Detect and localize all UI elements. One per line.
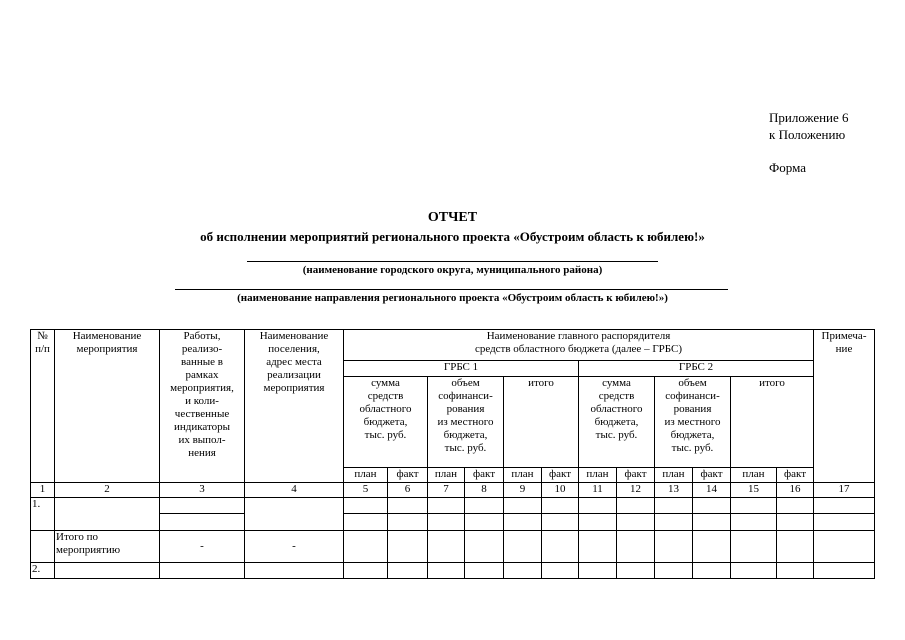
cell: [693, 563, 731, 579]
header-plan: план: [731, 468, 777, 483]
cell: [777, 563, 814, 579]
cell-works: [160, 514, 245, 531]
header-works: Работы, реализо- ванные в рамках мероприятия, и коли- чественные индикаторы их выпол- нения: [160, 330, 245, 483]
header-fact: факт: [542, 468, 579, 483]
column-number: 3: [160, 483, 245, 498]
cell: [388, 514, 428, 531]
cell: [465, 498, 504, 514]
cell: [542, 498, 579, 514]
header-grbs1: ГРБС 1: [344, 361, 579, 377]
cell-works: [160, 498, 245, 514]
header-grbs2: ГРБС 2: [579, 361, 814, 377]
appendix-line-2: к Положению: [769, 127, 846, 142]
column-number: 4: [245, 483, 344, 498]
cell: [388, 563, 428, 579]
cell: [693, 498, 731, 514]
cell: [777, 531, 814, 563]
header-fact: факт: [465, 468, 504, 483]
header-grbs: Наименование главного распорядителя средств областного бюджета (далее – ГРБС): [344, 330, 814, 361]
cell-note: [814, 514, 875, 531]
header-settlement: Наименование поселения, адрес места реализации мероприятия: [245, 330, 344, 483]
cell: [617, 531, 655, 563]
row-num: 1.: [31, 498, 55, 531]
cell-settlement: [245, 563, 344, 579]
cell: [465, 563, 504, 579]
cell: [731, 531, 777, 563]
column-number: 7: [428, 483, 465, 498]
cell-note: [814, 531, 875, 563]
cell: [579, 563, 617, 579]
column-number: 14: [693, 483, 731, 498]
header-plan: план: [428, 468, 465, 483]
cell: [504, 563, 542, 579]
caption-district: (наименование городского округа, муниципального района): [302, 264, 603, 276]
column-number: 15: [731, 483, 777, 498]
header-plan: план: [344, 468, 388, 483]
cell: [617, 514, 655, 531]
cell: [693, 514, 731, 531]
cell: [542, 531, 579, 563]
report-title: ОТЧЕТ: [427, 210, 478, 225]
cell: [344, 498, 388, 514]
cell: [388, 531, 428, 563]
fill-line-direction: [175, 289, 728, 290]
cell: [428, 531, 465, 563]
report-subtitle: об исполнении мероприятий регионального проекта «Обустроим область к юбилею!»: [200, 229, 705, 244]
cell: [504, 514, 542, 531]
column-number: 11: [579, 483, 617, 498]
column-number: 10: [542, 483, 579, 498]
column-number: 6: [388, 483, 428, 498]
header-grbs2-sum: сумма средств областного бюджета, тыс. руб.: [579, 377, 655, 468]
cell: [579, 498, 617, 514]
column-number: 8: [465, 483, 504, 498]
column-numbers-row: [31, 483, 875, 498]
row-num: [31, 531, 55, 563]
cell: [344, 531, 388, 563]
appendix-block: [769, 109, 849, 143]
cell: [731, 563, 777, 579]
appendix-line-1: Приложение 6: [769, 110, 849, 125]
cell: [388, 498, 428, 514]
cell: [428, 498, 465, 514]
cell: [731, 514, 777, 531]
column-number: 17: [814, 483, 875, 498]
caption-direction: (наименование направления регионального проекта «Обустроим область к юбилею!»): [237, 292, 668, 304]
itogo-label: Итого по мероприятию: [55, 531, 160, 563]
header-fact: факт: [777, 468, 814, 483]
cell: [542, 514, 579, 531]
cell: [504, 531, 542, 563]
cell: [617, 563, 655, 579]
cell: [465, 531, 504, 563]
header-grbs1-total: итого: [504, 377, 579, 468]
header-event-name: Наименование мероприятия: [55, 330, 160, 483]
header-num: № п/п: [31, 330, 55, 483]
cell: [731, 498, 777, 514]
cell: [504, 498, 542, 514]
row-num: 2.: [31, 563, 55, 579]
header-plan: план: [655, 468, 693, 483]
cell: [428, 514, 465, 531]
cell-note: [814, 563, 875, 579]
header-fact: факт: [693, 468, 731, 483]
header-fact: факт: [388, 468, 428, 483]
itogo-row: [31, 531, 875, 563]
cell: [655, 563, 693, 579]
header-plan: план: [504, 468, 542, 483]
column-number: 5: [344, 483, 388, 498]
cell-event-name: [55, 563, 160, 579]
cell-works: [160, 563, 245, 579]
column-number: 16: [777, 483, 814, 498]
column-number: 12: [617, 483, 655, 498]
column-number: 2: [55, 483, 160, 498]
header-grbs1-sum: сумма средств областного бюджета, тыс. руб.: [344, 377, 428, 468]
cell: [777, 498, 814, 514]
table-row: [31, 498, 875, 514]
header-grbs2-total: итого: [731, 377, 814, 468]
cell: [655, 531, 693, 563]
header-plan: план: [579, 468, 617, 483]
cell: [777, 514, 814, 531]
column-number: 1: [31, 483, 55, 498]
cell: [579, 514, 617, 531]
cell: [579, 531, 617, 563]
cell: [693, 531, 731, 563]
cell-event-name: [55, 498, 160, 531]
fill-line-district: [247, 261, 658, 262]
header-grbs1-volume: объем софинанси- рования из местного бюджета, тыс. руб.: [428, 377, 504, 468]
cell: [655, 514, 693, 531]
report-table: [30, 329, 875, 579]
cell: [655, 498, 693, 514]
header-note: Примеча- ние: [814, 330, 875, 483]
header-fact: факт: [617, 468, 655, 483]
cell: [542, 563, 579, 579]
cell: [428, 563, 465, 579]
dash-cell: -: [160, 531, 245, 563]
form-label: Форма: [769, 160, 806, 175]
cell: [465, 514, 504, 531]
cell-note: [814, 498, 875, 514]
cell: [617, 498, 655, 514]
cell-settlement: [245, 498, 344, 531]
dash-cell: -: [245, 531, 344, 563]
cell: [344, 563, 388, 579]
table-row: [31, 563, 875, 579]
column-number: 9: [504, 483, 542, 498]
header-grbs2-volume: объем софинанси- рования из местного бюджета, тыс. руб.: [655, 377, 731, 468]
cell: [344, 514, 388, 531]
column-number: 13: [655, 483, 693, 498]
